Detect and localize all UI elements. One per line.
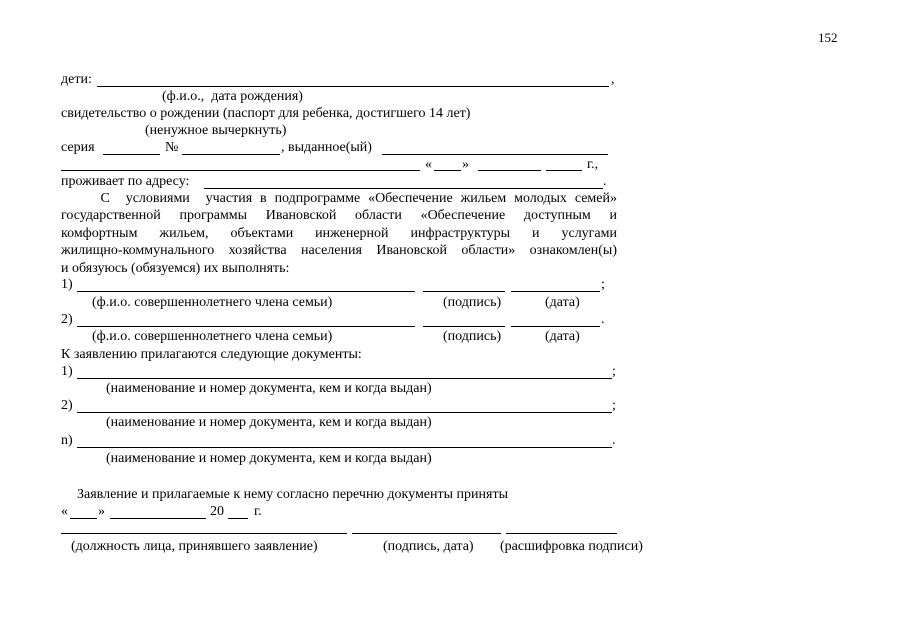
- member-2-end-punct: .: [601, 312, 605, 327]
- issue-quote-close: »: [462, 157, 469, 172]
- issue-day-field[interactable]: [434, 170, 461, 171]
- member-2-num: 2): [61, 312, 73, 327]
- conditions-line: государственной программы Ивановской области «Обеспечение доступным и: [61, 208, 617, 224]
- document-n-end-punct: .: [612, 433, 616, 448]
- member-1-hint-date: (дата): [545, 295, 580, 310]
- member-1-signature-field[interactable]: [423, 291, 505, 292]
- document-2-end-punct: ;: [612, 398, 616, 413]
- document-1-end-punct: ;: [612, 364, 616, 379]
- number-label: №: [165, 140, 179, 155]
- acceptance-quote-close: »: [98, 504, 105, 519]
- series-field[interactable]: [103, 154, 160, 155]
- children-end-punct: ,: [611, 72, 615, 87]
- member-1-hint-signature: (подпись): [443, 295, 502, 310]
- number-field[interactable]: [182, 154, 280, 155]
- children-label: дети:: [61, 72, 92, 87]
- member-1-num: 1): [61, 277, 73, 292]
- member-2-date-field[interactable]: [511, 326, 600, 327]
- member-1-name-field[interactable]: [77, 291, 415, 292]
- address-end-punct: .: [603, 174, 607, 189]
- documents-label: К заявлению прилагаются следующие документы:: [61, 347, 362, 362]
- acceptance-day-field[interactable]: [70, 518, 97, 519]
- acceptance-hint-transcript: (расшифровка подписи): [500, 539, 643, 554]
- document-n-num: n): [61, 433, 73, 448]
- member-1-end-punct: ;: [601, 277, 605, 292]
- document-1-field[interactable]: [77, 378, 612, 379]
- document-2-hint: (наименование и номер документа, кем и когда выдан): [106, 415, 432, 430]
- acceptance-year-field[interactable]: [228, 518, 248, 519]
- member-1-hint-name: (ф.и.о. совершеннолетнего члена семьи): [92, 295, 333, 310]
- conditions-line: С условиями участия в подпрограмме «Обеспечение жильем молодых семей»: [61, 191, 617, 206]
- acceptance-month-field[interactable]: [110, 518, 206, 519]
- issued-by-field[interactable]: [382, 154, 608, 155]
- series-label: серия: [61, 140, 95, 155]
- document-2-num: 2): [61, 398, 73, 413]
- address-field[interactable]: [204, 188, 603, 189]
- certificate-hint: (ненужное вычеркнуть): [145, 123, 287, 138]
- children-field[interactable]: [97, 86, 609, 87]
- member-2-hint-date: (дата): [545, 329, 580, 344]
- acceptance-quote-open: «: [61, 504, 68, 519]
- issue-quote-open: «: [425, 157, 432, 172]
- acceptance-hint-signature-date: (подпись, дата): [383, 539, 474, 554]
- member-2-name-field[interactable]: [77, 326, 415, 327]
- document-2-field[interactable]: [77, 412, 612, 413]
- conditions-line: и обязуюсь (обязуемся) их выполнять:: [61, 260, 290, 276]
- member-2-hint-name: (ф.и.о. совершеннолетнего члена семьи): [92, 329, 333, 344]
- children-hint: (ф.и.о., дата рождения): [162, 89, 303, 104]
- certificate-label: свидетельство о рождении (паспорт для ребенка, достигшего 14 лет): [61, 106, 471, 121]
- document-n-field[interactable]: [77, 447, 612, 448]
- address-label: проживает по адресу:: [61, 174, 190, 189]
- member-2-signature-field[interactable]: [423, 326, 505, 327]
- acceptance-hint-position: (должность лица, принявшего заявление): [71, 539, 318, 554]
- document-1-hint: (наименование и номер документа, кем и когда выдан): [106, 381, 432, 396]
- document-1-num: 1): [61, 364, 73, 379]
- acceptance-text: Заявление и прилагаемые к нему согласно перечню документы приняты: [77, 487, 508, 502]
- acceptance-signature-date-field[interactable]: [352, 533, 501, 534]
- document-n-hint: (наименование и номер документа, кем и когда выдан): [106, 451, 432, 466]
- page-number: 152: [818, 30, 838, 45]
- issue-year-field[interactable]: [546, 170, 582, 171]
- acceptance-transcript-field[interactable]: [506, 533, 617, 534]
- issue-month-field[interactable]: [478, 170, 541, 171]
- acceptance-year-prefix: 20: [210, 504, 224, 519]
- conditions-paragraph: [61, 190, 617, 277]
- member-2-hint-signature: (подпись): [443, 329, 502, 344]
- member-1-date-field[interactable]: [511, 291, 600, 292]
- issued-by-field-continued[interactable]: [61, 170, 420, 171]
- conditions-line: комфортным жильем, объектами инженерной инфраструктуры и услугами: [61, 225, 617, 241]
- conditions-line: жилищно-коммунального хозяйства населения Ивановской области» ознакомлен(ы): [61, 243, 617, 259]
- issue-year-suffix: г.,: [587, 157, 599, 172]
- issued-label: , выданное(ый): [281, 140, 372, 155]
- acceptance-year-suffix: г.: [254, 504, 262, 519]
- acceptance-position-field[interactable]: [61, 533, 347, 534]
